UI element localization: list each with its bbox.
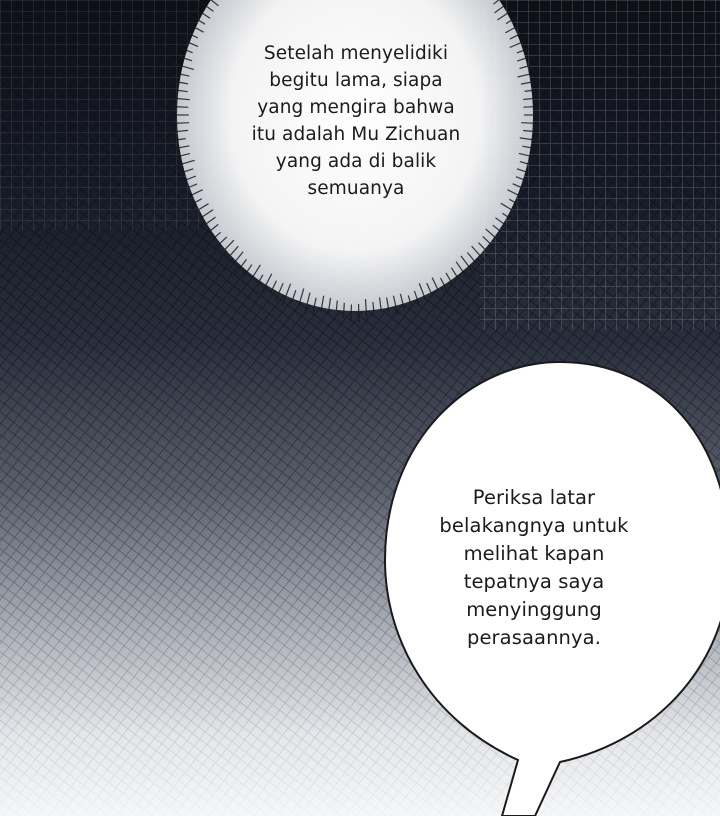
speckle-texture-left	[0, 0, 200, 230]
burst-spike	[521, 123, 535, 124]
burst-bubble-text: Setelah menyelidiki begitu lama, siapa yang mengira bahwa itu adalah Mu Zichuan yang ada di balik semuanya	[251, 43, 461, 199]
burst-spike	[524, 107, 534, 108]
burst-spike	[174, 107, 188, 108]
speech-bubble-text: Periksa latar belakangnya untuk melihat kapan tepatnya saya menyinggung perasaannya.	[439, 486, 629, 649]
